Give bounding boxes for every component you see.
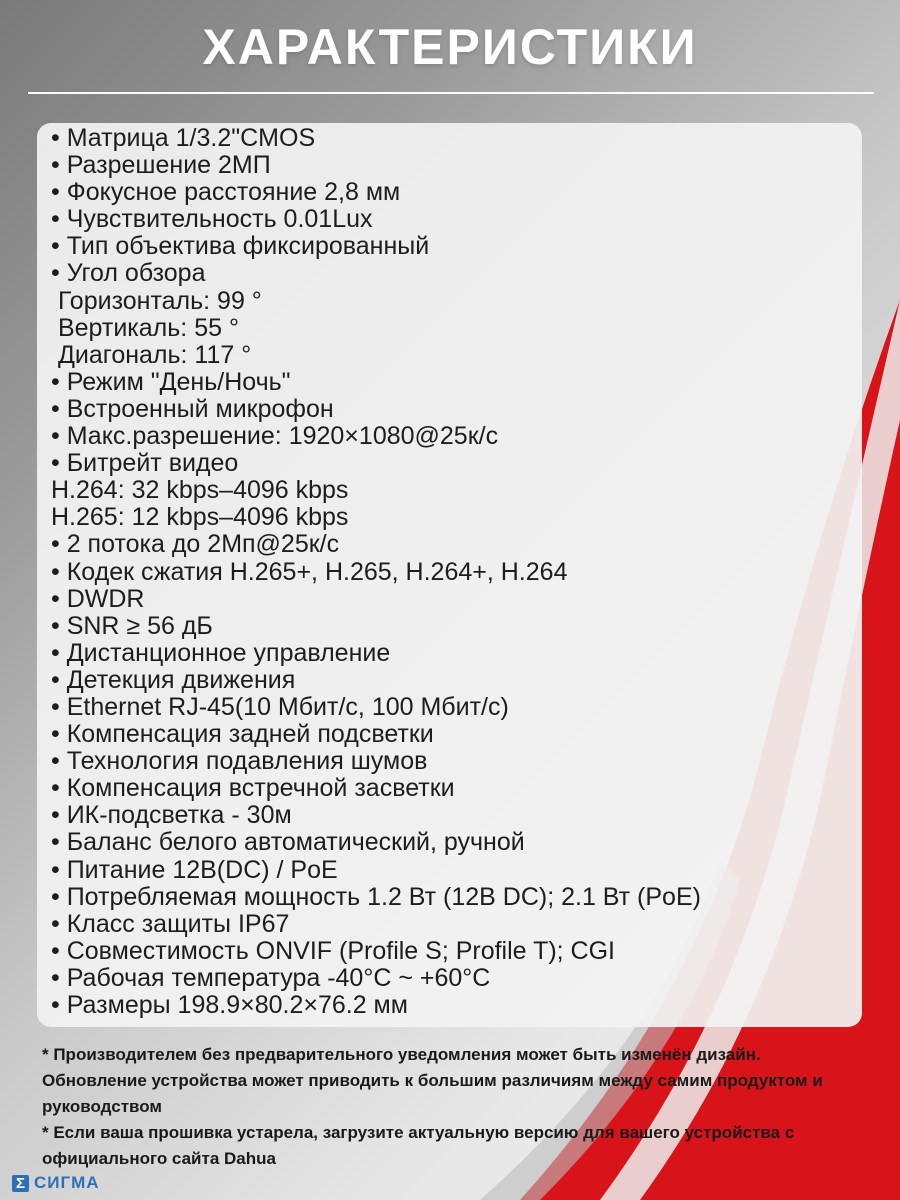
spec-item: • ИК-подсветка - 30м (51, 801, 292, 830)
spec-item: H.264: 32 kbps–4096 kbps (51, 476, 349, 505)
title-divider (28, 92, 874, 94)
sigma-logo (12, 1173, 100, 1193)
footnote-firmware: * Если ваша прошивка устарела, загрузите актуальную версию для вашего устройства с официального сайта Dahua (42, 1123, 795, 1168)
spec-item: • Угол обзора (51, 259, 206, 288)
spec-item: • DWDR (51, 584, 145, 613)
spec-item: • Ethernet RJ-45(10 Мбит/с, 100 Мбит/с) (51, 692, 509, 721)
spec-item: Горизонталь: 99 ° (51, 286, 262, 315)
spec-item: • Компенсация задней подсветки (51, 720, 434, 749)
spec-item: • Размеры 198.9×80.2×76.2 мм (51, 991, 408, 1019)
footnotes (42, 1042, 862, 1172)
spec-item: • Чувствительность 0.01Lux (51, 205, 373, 234)
spec-item: Диагональ: 117 ° (51, 340, 252, 369)
spec-item: • Тип объектива фиксированный (51, 232, 430, 261)
spec-item: • Питание 12В(DC) / PoE (51, 855, 338, 884)
spec-item: • Компенсация встречной засветки (51, 774, 455, 803)
sigma-icon: Σ (12, 1175, 29, 1192)
spec-item: H.265: 12 kbps–4096 kbps (51, 503, 349, 532)
spec-item: • Фокусное расстояние 2,8 мм (51, 178, 401, 207)
spec-item: Вертикаль: 55 ° (51, 313, 239, 342)
spec-list (51, 125, 862, 1019)
spec-item: • Матрица 1/3.2"CMOS (51, 124, 316, 152)
spec-item: • Встроенный микрофон (51, 394, 334, 423)
spec-item: • Разрешение 2МП (51, 151, 271, 180)
spec-item: • Баланс белого автоматический, ручной (51, 828, 525, 857)
spec-item: • Дистанционное управление (51, 638, 391, 667)
spec-item: • 2 потока до 2Мп@25к/с (51, 530, 340, 559)
page-title: ХАРАКТЕРИСТИКИ (202, 19, 698, 75)
spec-item: • Рабочая температура -40°C ~ +60°C (51, 963, 491, 992)
logo-text: СИГМА (34, 1173, 100, 1192)
spec-item: • Потребляемая мощность 1.2 Вт (12В DC); 2.1 Вт (PoE) (51, 882, 701, 911)
footnote-design-change: * Производителем без предварительного уведомления может быть изменён дизайн. Обновление устройства может приводить к большим различиям между самим продуктом и руководством (42, 1045, 823, 1116)
spec-item: • Режим "День/Ночь" (51, 367, 291, 396)
spec-item: • Макс.разрешение: 1920×1080@25к/с (51, 422, 499, 451)
specifications-card (37, 123, 862, 1027)
spec-item: • Битрейт видео (51, 449, 239, 478)
spec-item: • SNR ≥ 56 дБ (51, 611, 213, 640)
spec-item: • Детекция движения (51, 665, 296, 694)
spec-item: • Кодек сжатия H.265+, H.265, H.264+, H.264 (51, 557, 568, 586)
spec-item: • Совместимость ONVIF (Profile S; Profile T); CGI (51, 936, 616, 965)
spec-item: • Технология подавления шумов (51, 747, 428, 776)
spec-item: • Класс защиты IP67 (51, 909, 290, 938)
